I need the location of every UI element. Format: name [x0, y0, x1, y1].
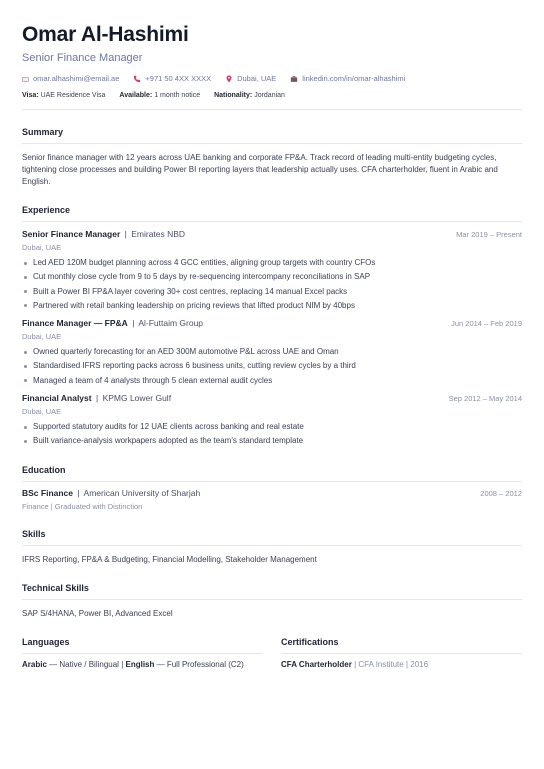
- summary-section: [22, 126, 522, 188]
- languages-section: [22, 636, 263, 671]
- certification-line: [281, 659, 522, 671]
- bullet-item: Partnered with retail banking leadership on pricing reviews that lifted product NIM by 40bps: [22, 299, 522, 313]
- bullet-item: Built variance-analysis workpapers adopted as the team's standard template: [22, 434, 522, 448]
- two-column-row: [22, 636, 522, 671]
- section-divider: [22, 545, 522, 546]
- bullet-item: Supported statutory audits for 12 UAE clients across banking and real estate: [22, 420, 522, 434]
- skills-text: IFRS Reporting, FP&A & Budgeting, Financial Modelling, Stakeholder Management: [22, 554, 317, 564]
- certifications-section: [281, 636, 522, 671]
- school: American University of Sharjah: [83, 487, 201, 498]
- technical-skills-section: [22, 582, 522, 620]
- meta-nationality: Nationality: Jordanian: [214, 92, 285, 99]
- candidate-name: Omar Al-Hashimi: [22, 23, 189, 46]
- section-divider: [22, 481, 522, 482]
- language-level: — Native / Bilingual: [49, 659, 119, 669]
- job-bullets: [22, 420, 522, 449]
- education-dates: 2008 – 2012: [480, 488, 522, 498]
- skills-title: Skills: [22, 528, 46, 539]
- bullet-item: Led AED 120M budget planning across 4 GCC entities, aligning group targets with country CFOs: [22, 256, 522, 270]
- contact-email[interactable]: [22, 74, 119, 84]
- skills-section: [22, 528, 522, 566]
- experience-section: [22, 204, 522, 449]
- briefcase-icon: [290, 75, 298, 83]
- job-org: Al-Futtaim Group: [138, 318, 204, 329]
- contact-linkedin-text: linkedin.com/in/omar-alhashimi: [302, 74, 406, 83]
- language-name: Arabic: [22, 659, 47, 669]
- meta-visa: Visa: UAE Residence Visa: [22, 92, 106, 99]
- contact-bar: [22, 74, 522, 84]
- languages-line: Arabic — Native / Bilingual | English — Full Professional (C2): [22, 659, 244, 669]
- certifications-title: Certifications: [281, 636, 339, 647]
- bullet-item: Standardised IFRS reporting packs across 6 business units, cutting review cycles by a third: [22, 359, 522, 373]
- job-title: Senior Finance Manager: [22, 229, 121, 239]
- education-header: BSc Finance | American University of Sharjah 2008 – 2012: [22, 487, 522, 498]
- job-dates: Mar 2019 – Present: [456, 230, 522, 239]
- job-title: Financial Analyst: [22, 393, 92, 404]
- job-title: Finance Manager — FP&A: [22, 318, 128, 329]
- job-dates: Sep 2012 – May 2014: [448, 394, 522, 404]
- degree: BSc Finance: [22, 487, 74, 498]
- technical-skills-title: Technical Skills: [22, 582, 89, 593]
- job-header: Financial Analyst | KPMG Lower Gulf Sep 2012 – May 2014: [22, 393, 522, 404]
- languages-title: Languages: [22, 636, 70, 647]
- section-divider: [22, 599, 522, 600]
- section-divider: [281, 653, 522, 654]
- contact-email-text: omar.alhashimi@email.ae: [33, 74, 120, 83]
- education-section: [22, 464, 522, 512]
- meta-availability: Available: 1 month notice: [119, 92, 201, 99]
- contact-phone[interactable]: [133, 74, 211, 84]
- job-org: Emirates NBD: [131, 229, 186, 239]
- envelope-icon: [22, 77, 29, 82]
- certification-issuer: | CFA Institute | 2016: [354, 659, 429, 669]
- meta-bar: [22, 91, 522, 101]
- certification-name: CFA Charterholder: [281, 659, 352, 669]
- language-name: English: [125, 659, 155, 669]
- section-divider: [22, 221, 522, 222]
- contact-linkedin[interactable]: [290, 74, 405, 84]
- education-detail: Finance | Graduated with Distinction: [22, 501, 143, 511]
- bullet-item: Managed a team of 4 analysts through 5 clean external audit cycles: [22, 374, 522, 388]
- job-org: KPMG Lower Gulf: [102, 393, 172, 404]
- technical-skills-text: SAP S/4HANA, Power BI, Advanced Excel: [22, 608, 173, 618]
- job-bullets: [22, 256, 522, 313]
- language-level: — Full Professional (C2): [156, 659, 244, 669]
- header-divider: [22, 109, 522, 110]
- job-header: Senior Finance Manager | Emirates NBD Mar 2019 – Present: [22, 229, 522, 239]
- summary-title: Summary: [22, 127, 64, 137]
- job-header: Finance Manager — FP&A | Al-Futtaim Group Jun 2014 – Feb 2019: [22, 318, 522, 329]
- job-bullets: [22, 345, 522, 388]
- job-location: Dubai, UAE: [22, 407, 62, 417]
- contact-phone-text: +971 50 4XX XXXX: [145, 74, 212, 83]
- bullet-item: Cut monthly close cycle from 9 to 5 days by re-sequencing intercompany reconciliations in SAP: [22, 270, 522, 284]
- bullet-item: Owned quarterly forecasting for an AED 300M automotive P&L across UAE and Oman: [22, 345, 522, 359]
- job-entry: [22, 317, 522, 388]
- job-entry: [22, 228, 522, 313]
- contact-location-text: Dubai, UAE: [237, 74, 277, 83]
- candidate-role: Senior Finance Manager: [22, 52, 143, 64]
- section-divider: [22, 143, 522, 144]
- job-location: Dubai, UAE: [22, 243, 62, 252]
- contact-location: [225, 74, 276, 84]
- map-pin-icon: [225, 75, 233, 83]
- education-title: Education: [22, 464, 66, 475]
- summary-text: Senior finance manager with 12 years across UAE banking and corporate FP&A. Track record of leading multi-entity budgeting cycles, tightening close processes and building Power BI reporting layers that leadership actually uses. CFA charterholder, fluent in Arabic and English.: [22, 153, 498, 186]
- section-divider: [22, 653, 263, 654]
- bullet-item: Built a Power BI FP&A layer covering 30+ cost centres, replacing 14 manual Excel packs: [22, 285, 522, 299]
- phone-icon: [133, 75, 141, 83]
- experience-title: Experience: [22, 205, 71, 215]
- job-dates: Jun 2014 – Feb 2019: [451, 319, 522, 329]
- job-location: Dubai, UAE: [22, 332, 62, 342]
- job-entry: [22, 392, 522, 449]
